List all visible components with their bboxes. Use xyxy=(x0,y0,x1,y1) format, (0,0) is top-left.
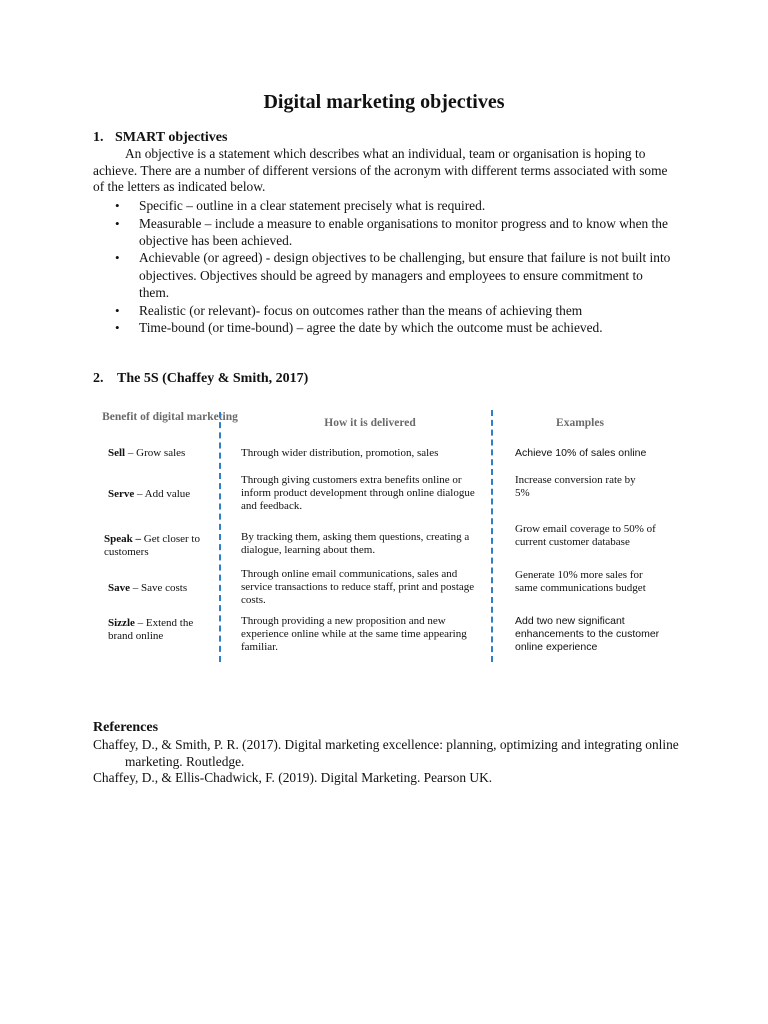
list-item: • Specific – outline in a clear statement precisely what is required. xyxy=(115,198,486,213)
table-row-benefit: Sell – Grow sales xyxy=(108,447,186,459)
bullet-icon: • xyxy=(115,250,120,266)
header-examples: Examples xyxy=(556,417,604,429)
table-row-example: Generate 10% more sales for same communications budget xyxy=(515,569,646,594)
table-row-benefit: Save – Save costs xyxy=(108,582,188,594)
bullet-icon: • xyxy=(115,320,120,336)
bullet-icon: • xyxy=(115,198,120,213)
table-row-how: Through giving customers extra benefits online or inform product development through online dialogue and feedback. xyxy=(241,474,475,512)
smart-bullet-list xyxy=(93,197,673,337)
bullet-icon: • xyxy=(115,302,120,318)
table-row-how: Through online email communications, sales and service transactions to reduce staff, print and postage costs. xyxy=(241,568,475,606)
section-number: 1. xyxy=(93,130,104,145)
table-row-benefit: Sizzle – Extend the brand online xyxy=(108,617,194,642)
list-item: • Measurable – include a measure to enable organisations to monitor progress and to know when the objective has been achieved. xyxy=(115,215,668,248)
references-heading: References xyxy=(93,720,159,735)
page-title: Digital marketing objectives xyxy=(263,91,505,113)
table-row-example: Grow email coverage to 50% of current customer database xyxy=(515,523,656,548)
column-divider xyxy=(219,412,221,662)
section-heading-smart xyxy=(93,129,227,146)
table-row-how: Through wider distribution, promotion, sales xyxy=(241,447,439,459)
reference-item: Chaffey, D., & Ellis-Chadwick, F. (2019). Digital Marketing. Pearson UK. xyxy=(93,770,493,785)
smart-intro-paragraph: An objective is a statement which describes what an individual, team or organisation is hoping to achieve. There are a number of different versions of the acronym with different terms associated with some of the letters as indicated below. xyxy=(93,146,668,194)
section-title: SMART objectives xyxy=(115,130,228,145)
section-heading-5s xyxy=(93,370,308,387)
list-item: • Realistic (or relevant)- focus on outcomes rather than the means of achieving them xyxy=(115,302,583,318)
list-item: • Time-bound (or time-bound) – agree the date by which the outcome must be achieved. xyxy=(115,320,603,336)
table-row-example: Add two new significant enhancements to the customer online experience xyxy=(515,615,660,653)
table-row-how: Through providing a new proposition and new experience online while at the same time appearing familiar. xyxy=(241,615,467,653)
bullet-icon: • xyxy=(115,215,120,231)
table-row-example: Achieve 10% of sales online xyxy=(515,447,647,459)
section-number: 2. xyxy=(93,371,104,386)
section-title: The 5S (Chaffey & Smith, 2017) xyxy=(117,371,309,386)
table-row-example: Increase conversion rate by 5% xyxy=(515,474,636,499)
five-s-figure xyxy=(100,400,660,670)
reference-item: Chaffey, D., & Smith, P. R. (2017). Digital marketing excellence: planning, optimizing and integrating online marketing. Routledge. xyxy=(93,737,679,769)
table-row-how: By tracking them, asking them questions, creating a dialogue, learning about them. xyxy=(241,531,470,556)
table-row-benefit: Serve – Add value xyxy=(108,488,191,500)
column-divider xyxy=(491,410,493,662)
header-benefit: Benefit of digital marketing xyxy=(102,411,238,423)
table-row-benefit: Speak – Get closer to customers xyxy=(104,533,200,558)
list-item: • Achievable (or agreed) - design objectives to be challenging, but ensure that failure is not built into objectives. Objectives should be agreed by managers and employees to ensure commitment to them. xyxy=(115,250,671,301)
header-how: How it is delivered xyxy=(324,417,416,429)
